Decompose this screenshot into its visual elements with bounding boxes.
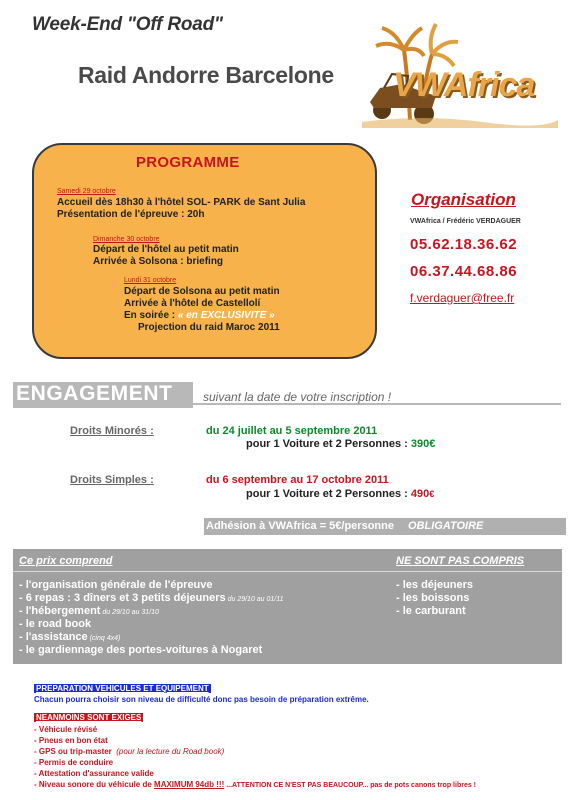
comprend-item: - le gardiennage des portes-voitures à Nogaret: [19, 644, 263, 656]
exige-item: - Pneus en bon état: [34, 736, 108, 745]
preparation-text: Chacun pourra choisir son niveau de difficulté donc pas besoin de préparation extrême.: [34, 695, 369, 704]
programme-line: Arrivée à l'hôtel de Castellolí: [124, 298, 261, 309]
comprend-item: - l'hébergement du 29/10 au 31/10: [19, 605, 159, 617]
email-link[interactable]: f.verdaguer@free.fr: [410, 291, 515, 305]
programme-line: Départ de l'hôtel au petit matin: [93, 244, 239, 255]
programme-line: Départ de Solsona au petit matin: [124, 286, 280, 297]
droits-minores-dates: du 24 juillet au 5 septembre 2011: [206, 425, 378, 437]
price-minores: 390€: [410, 438, 436, 450]
exclusive-highlight: « en EXCLUSIVITE »: [177, 310, 275, 321]
event-subtitle: Week-End "Off Road": [32, 14, 223, 35]
exiges-title: NEANMOINS SONT EXIGES: [36, 713, 142, 722]
comprend-title: Ce prix comprend: [19, 555, 113, 567]
programme-line: Projection du raid Maroc 2011: [138, 322, 280, 333]
exige-item: - Attestation d'assurance valide: [34, 769, 154, 778]
comprend-item: - l'organisation générale de l'épreuve: [19, 579, 213, 591]
phone-2: 06.37.44.68.86: [410, 263, 518, 280]
engagement-title: ENGAGEMENT: [16, 382, 173, 405]
day-date: Dimanche 30 octobre: [93, 236, 160, 243]
droits-simples-dates: du 6 septembre au 17 octobre 2011: [206, 474, 389, 486]
non-compris-title: NE SONT PAS COMPRIS: [396, 555, 525, 567]
organisation-title: Organisation: [411, 190, 516, 209]
non-compris-item: - les déjeuners: [396, 579, 474, 591]
programme-title: PROGRAMME: [136, 154, 240, 171]
programme-line: Présentation de l'épreuve : 20h: [57, 209, 205, 220]
engagement-subtitle: suivant la date de votre inscription !: [203, 390, 392, 404]
max-db-label: MAXIMUM 94db !!!: [154, 780, 225, 789]
prix-divider: [13, 571, 562, 572]
exige-item: - Véhicule révisé: [34, 725, 98, 734]
phone-1: 05.62.18.36.62: [410, 236, 518, 253]
exige-item: - Permis de conduire: [34, 758, 114, 767]
event-title: Raid Andorre Barcelone: [78, 62, 334, 88]
programme-line: Arrivée à Solsona : briefing: [93, 256, 224, 267]
preparation-title: PREPARATION VEHICULES ET EQUIPEMENT: [36, 684, 209, 693]
comprend-item: - le road book: [19, 618, 92, 630]
droits-minores-label: Droits Minorés :: [70, 425, 154, 437]
droits-simples-price: pour 1 Voiture et 2 Personnes : 490€: [246, 488, 435, 500]
organisation-contact: VWAfrica / Frédéric VERDAGUER: [410, 218, 521, 225]
droits-simples-label: Droits Simples :: [70, 474, 154, 486]
non-compris-item: - le carburant: [396, 605, 466, 617]
obligatoire-label: OBLIGATOIRE: [407, 520, 484, 532]
price-simples: 490: [410, 488, 430, 500]
programme-evening: En soirée : « en EXCLUSIVITE »: [124, 310, 275, 321]
comprend-item: - l'assistance (cinq 4x4): [19, 631, 121, 643]
logo-text: VWAfrica: [393, 66, 535, 104]
non-compris-item: - les boissons: [396, 592, 470, 604]
exige-item: - Niveau sonore du véhicule de MAXIMUM 94db !!! ...ATTENTION CE N'EST PAS BEAUCOUP... pas de pots canons trop libres !: [34, 780, 477, 789]
droits-minores-price: pour 1 Voiture et 2 Personnes : 390€: [246, 438, 436, 450]
adhesion-banner: Adhésion à VWAfrica = 5€/personne OBLIGATOIRE: [204, 518, 566, 535]
exige-item: - GPS ou trip-master (pour la lecture du Road book): [34, 747, 225, 756]
programme-line: Accueil dès 18h30 à l'hôtel SOL- PARK de Sant Julia: [57, 197, 306, 208]
comprend-item: - 6 repas : 3 dîners et 3 petits déjeuners du 29/10 au 01/11: [19, 592, 284, 604]
day-date: Samedi 29 octobre: [57, 188, 116, 195]
day-date: Lundi 31 octobre: [124, 277, 177, 284]
